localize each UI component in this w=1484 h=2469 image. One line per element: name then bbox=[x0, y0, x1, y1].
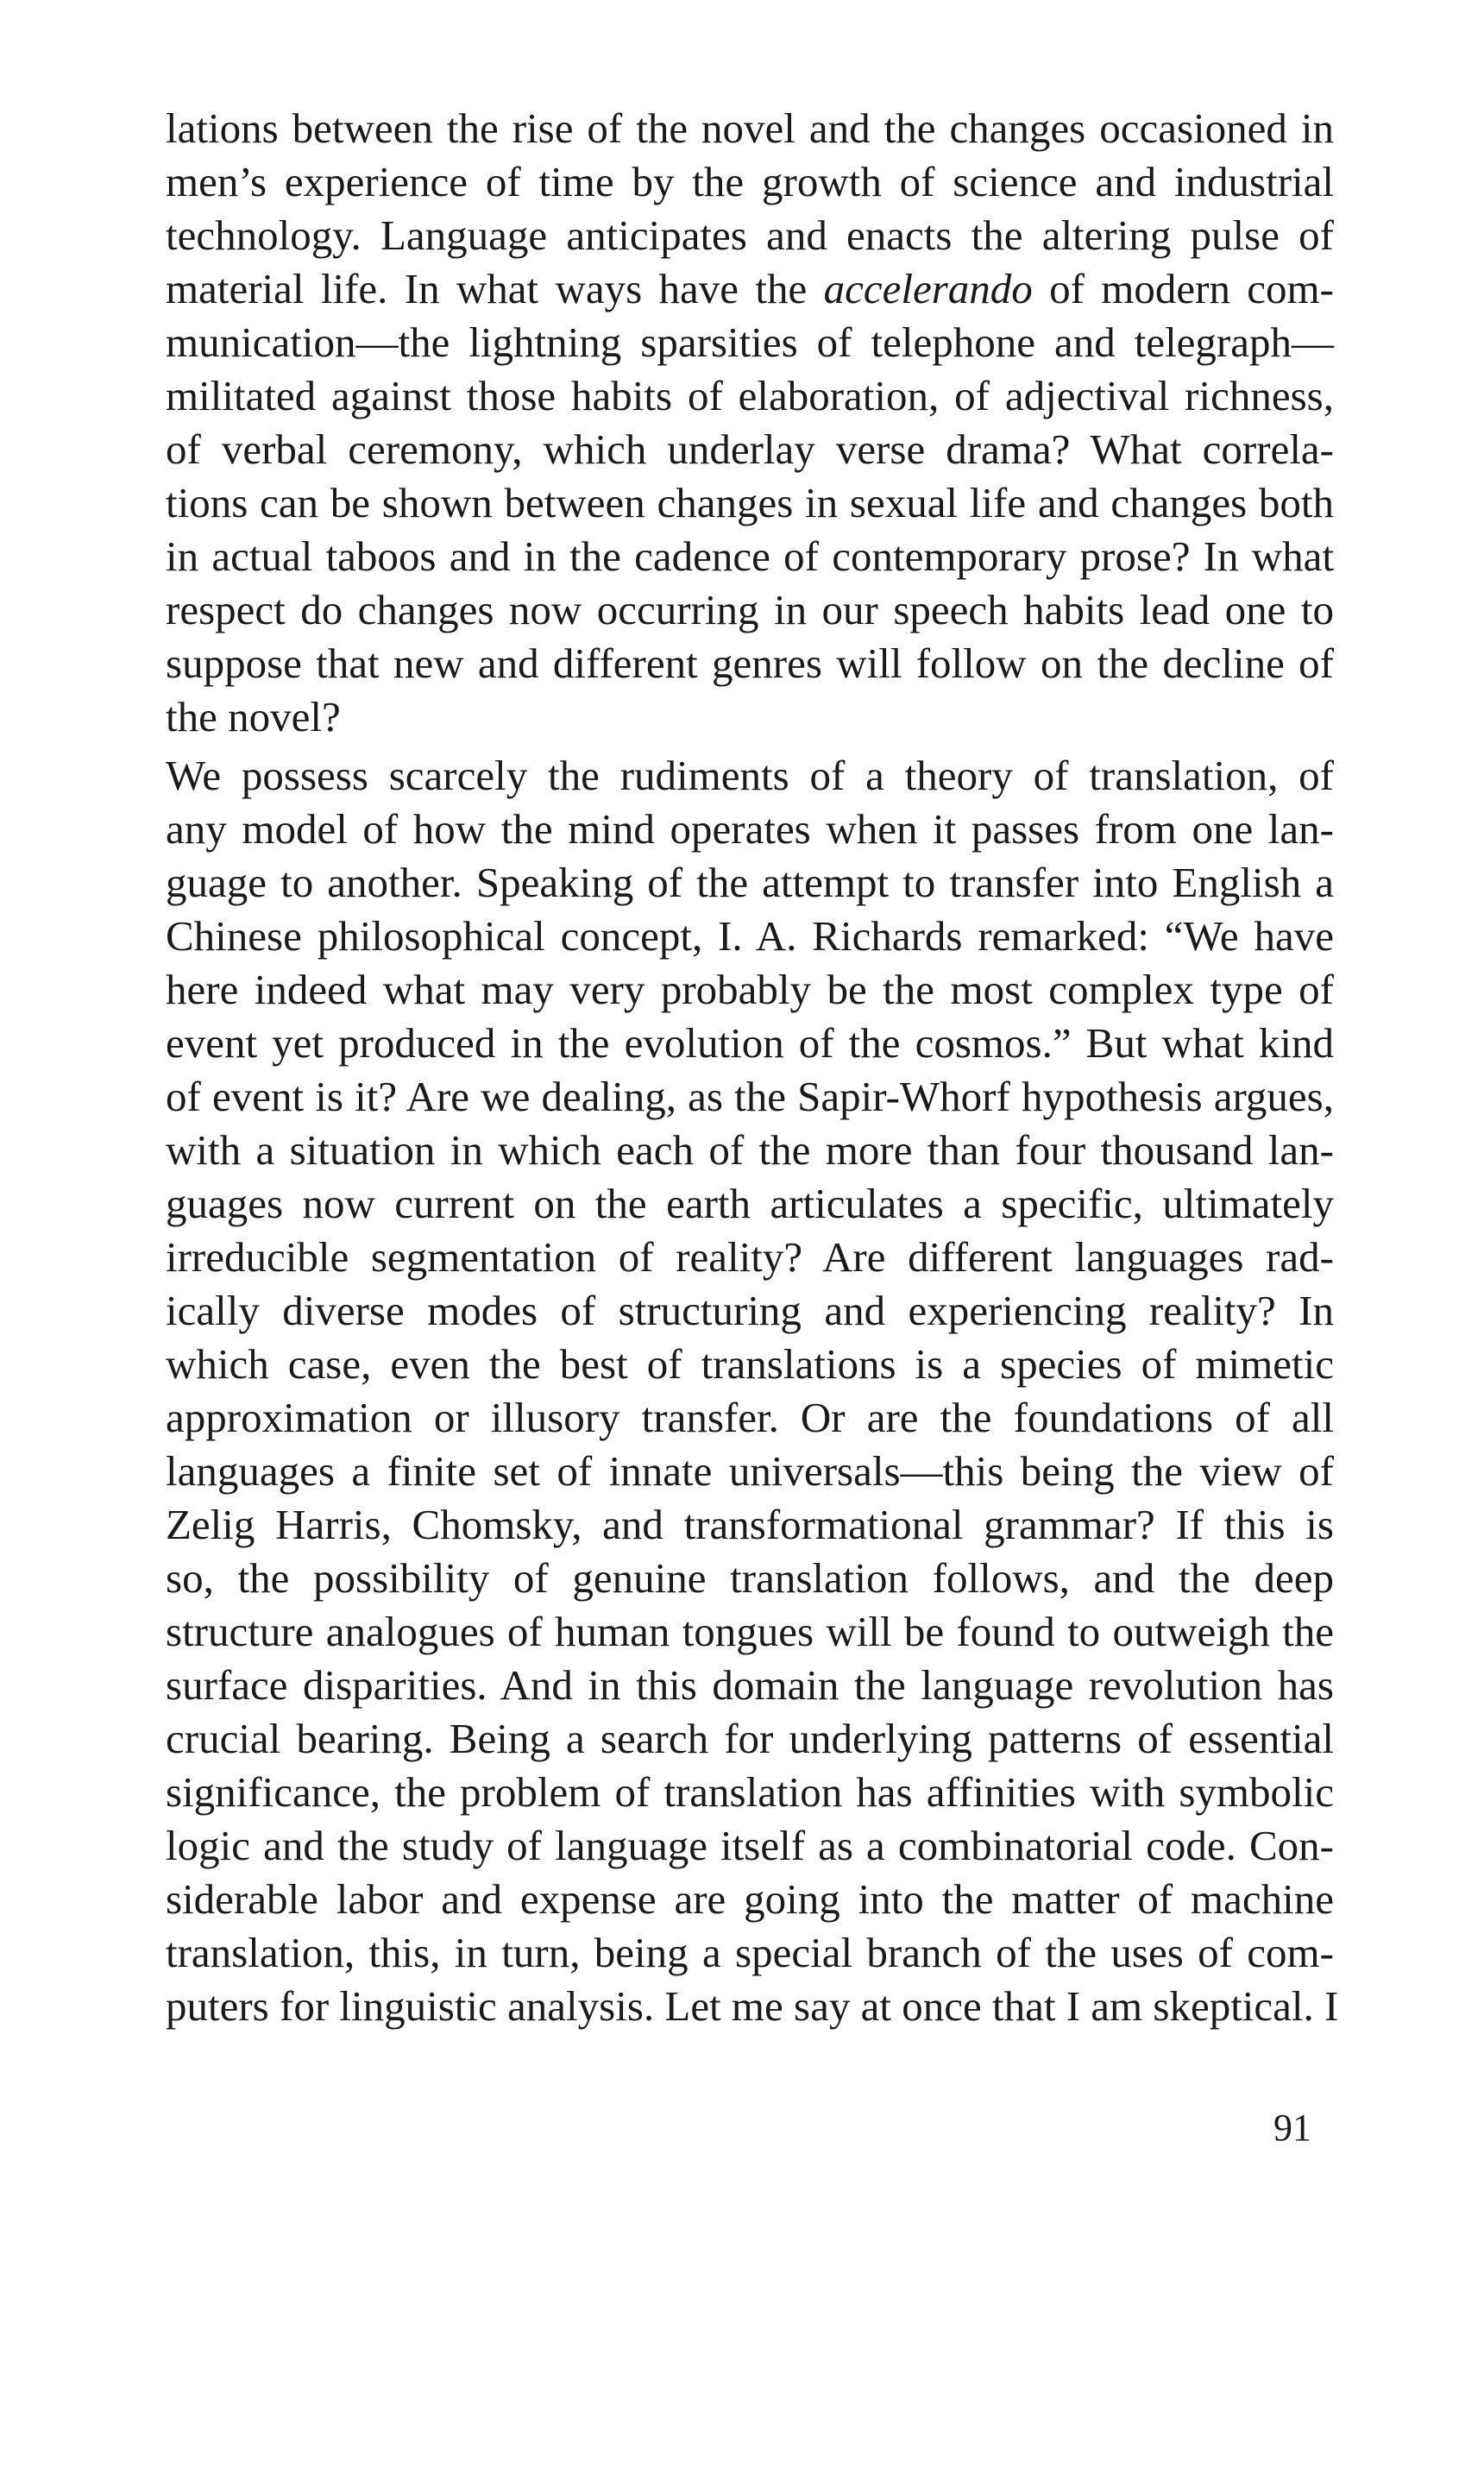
text-line: guage to another. Speaking of the attempt to transfer into English a bbox=[166, 859, 1334, 906]
text-line: event yet produced in the evolution of the cosmos.” But what kind bbox=[166, 1019, 1334, 1067]
text-line: here indeed what may very probably be the most complex type of bbox=[166, 966, 1334, 1013]
text-line: siderable labor and expense are going into the matter of machine bbox=[166, 1875, 1334, 1923]
text-line: translation, this, in turn, being a special branch of the uses of com- bbox=[166, 1929, 1334, 1976]
text-line: surface disparities. And in this domain the language revolution has bbox=[166, 1661, 1334, 1709]
text-line: the novel? bbox=[166, 693, 341, 740]
text-line: We possess scarcely the rudiments of a theory of translation, of bbox=[166, 752, 1334, 799]
paragraph-1 bbox=[166, 102, 1334, 744]
text-line-with-italic bbox=[166, 262, 1334, 316]
text-line: crucial bearing. Being a search for underlying patterns of essential bbox=[166, 1715, 1334, 1762]
text-line: suppose that new and different genres will follow on the decline of bbox=[166, 639, 1334, 687]
page-number: 91 bbox=[1273, 2107, 1311, 2149]
text-line: which case, even the best of translations is a species of mimetic bbox=[166, 1340, 1334, 1388]
text-line: with a situation in which each of the more than four thousand lan- bbox=[166, 1126, 1334, 1174]
text-line: technology. Language anticipates and enacts the altering pulse of bbox=[166, 211, 1334, 259]
text-line: men’s experience of time by the growth of science and industrial bbox=[166, 158, 1334, 205]
text-line: in actual taboos and in the cadence of contemporary prose? In what bbox=[166, 532, 1334, 580]
text-line: structure analogues of human tongues will be found to outweigh the bbox=[166, 1608, 1334, 1655]
text-line: tions can be shown between changes in sexual life and changes both bbox=[166, 479, 1334, 526]
italic-term: accelerando bbox=[823, 265, 1033, 312]
text-line: Chinese philosophical concept, I. A. Richards remarked: “We have bbox=[166, 912, 1334, 960]
text-line: ically diverse modes of structuring and experiencing reality? In bbox=[166, 1287, 1334, 1334]
text-line: lations between the rise of the novel and the changes occasioned in bbox=[166, 104, 1334, 152]
text-line: Zelig Harris, Chomsky, and transformational grammar? If this is bbox=[166, 1501, 1334, 1548]
text-line: munication—the lightning sparsities of telephone and telegraph— bbox=[166, 318, 1334, 366]
text-line: militated against those habits of elaboration, of adjectival richness, bbox=[166, 372, 1334, 419]
text-segment: material life. In what ways have the bbox=[166, 265, 824, 312]
text-line: guages now current on the earth articulates a specific, ultimately bbox=[166, 1180, 1334, 1227]
book-page bbox=[166, 102, 1339, 2033]
text-segment: of modern com- bbox=[1032, 265, 1334, 312]
text-line: puters for linguistic analysis. Let me say at once that I am skeptical. I bbox=[166, 1982, 1339, 2030]
text-line: so, the possibility of genuine translation follows, and the deep bbox=[166, 1554, 1334, 1602]
paragraph-2 bbox=[166, 749, 1339, 2033]
text-line: of event is it? Are we dealing, as the Sapir-Whorf hypothesis argues, bbox=[166, 1073, 1334, 1120]
text-line: respect do changes now occurring in our speech habits lead one to bbox=[166, 586, 1334, 633]
text-line: significance, the problem of translation has affinities with symbolic bbox=[166, 1768, 1334, 1816]
text-line: logic and the study of language itself as a combinatorial code. Con- bbox=[166, 1822, 1334, 1869]
text-line: languages a finite set of innate universals—this being the view of bbox=[166, 1447, 1334, 1495]
text-line: approximation or illusory transfer. Or are the foundations of all bbox=[166, 1394, 1334, 1441]
text-line: of verbal ceremony, which underlay verse drama? What correla- bbox=[166, 425, 1334, 473]
text-line: irreducible segmentation of reality? Are different languages rad- bbox=[166, 1233, 1334, 1281]
text-line: any model of how the mind operates when it passes from one lan- bbox=[166, 805, 1334, 853]
